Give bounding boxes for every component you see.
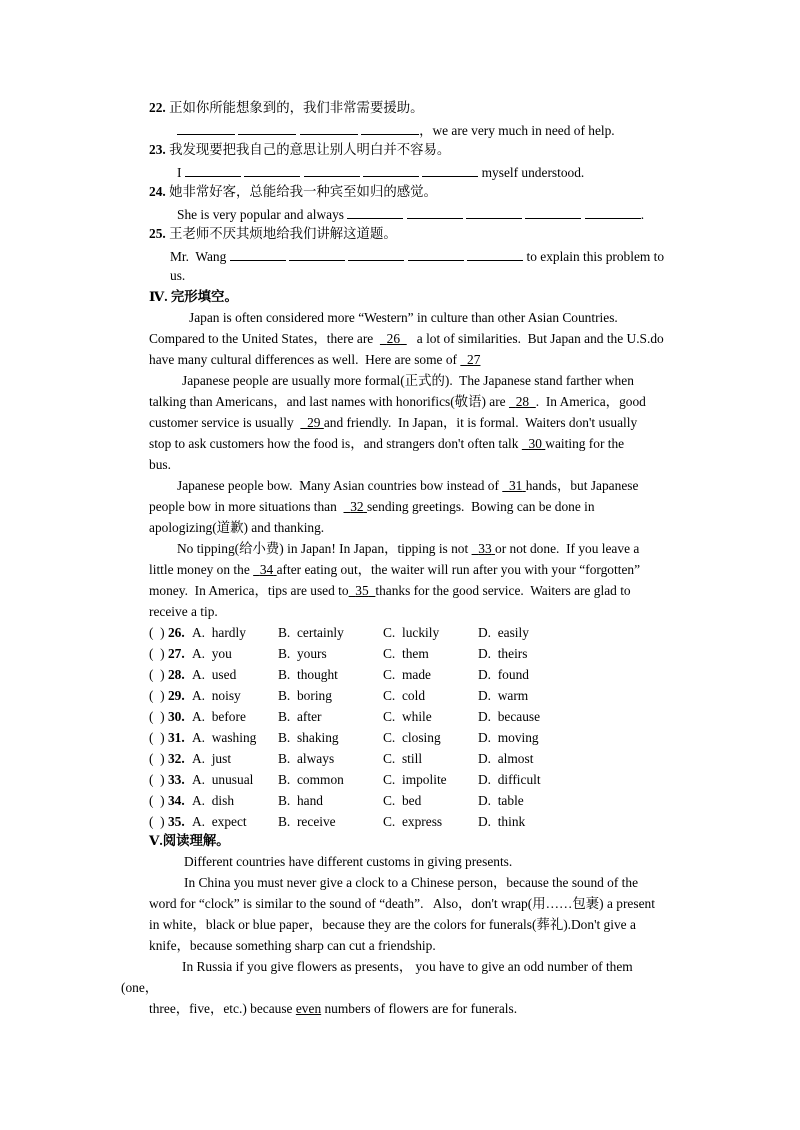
cloze-blank-32[interactable]: 32 xyxy=(350,499,364,514)
option-c[interactable]: C. still xyxy=(383,751,423,766)
answer-head: She is very popular and always xyxy=(177,207,344,222)
option-a[interactable]: A. expect xyxy=(192,814,247,829)
option-c[interactable]: C. closing xyxy=(383,730,441,745)
answer-blank[interactable] xyxy=(244,164,300,177)
option-b[interactable]: B. common xyxy=(278,772,344,787)
option-b[interactable]: B. after xyxy=(278,709,322,724)
answer-line-22 xyxy=(177,122,615,137)
option-number[interactable]: ( ) 28. xyxy=(149,667,185,682)
option-a[interactable]: A. noisy xyxy=(192,688,241,703)
option-b[interactable]: B. always xyxy=(278,751,335,766)
option-b[interactable]: B. certainly xyxy=(278,625,344,640)
question-chinese: 我发现要把我自己的意思让别人明白并不容易。 xyxy=(169,142,451,157)
option-number[interactable]: ( ) 34. xyxy=(149,793,185,808)
cloze-paragraph-line: Japan is often considered more “Western” in culture than other Asian Countries. xyxy=(189,310,618,325)
answer-blank[interactable] xyxy=(289,248,345,261)
reading-line: knife，because something sharp can cut a friendship. xyxy=(149,938,436,953)
option-d[interactable]: D. moving xyxy=(478,730,539,745)
option-d[interactable]: D. theirs xyxy=(478,646,528,661)
cloze-blank-31[interactable]: 31 xyxy=(508,478,523,493)
answer-blank[interactable] xyxy=(347,206,403,219)
answer-tail: to explain this problem to xyxy=(526,249,665,264)
option-a[interactable]: A. before xyxy=(192,709,246,724)
cloze-paragraph-line: Japanese people are usually more formal(正式的). The Japanese stand farther when xyxy=(182,373,634,388)
option-a[interactable]: A. you xyxy=(192,646,232,661)
option-d[interactable]: D. warm xyxy=(478,688,529,703)
option-a[interactable]: A. washing xyxy=(192,730,257,745)
cloze-blank-28[interactable]: 28 xyxy=(515,394,530,409)
option-d[interactable]: D. difficult xyxy=(478,772,541,787)
underlined-word: even xyxy=(295,1001,322,1016)
option-c[interactable]: C. them xyxy=(383,646,429,661)
reading-line: In China you must never give a clock to a Chinese person，because the sound of the xyxy=(184,875,639,890)
option-c[interactable]: C. luckily xyxy=(383,625,440,640)
answer-continuation-25: us. xyxy=(170,268,186,283)
answer-blank[interactable] xyxy=(185,164,241,177)
reading-line: in white，black or blue paper，because they are the colors for funerals(葬礼).Don't give a xyxy=(149,917,636,932)
answer-line-24 xyxy=(177,206,644,221)
cloze-paragraph-line: Compared to the United States，there are 26 a lot of similarities. But Japan and the U.S.do xyxy=(149,331,664,346)
cloze-paragraph-line: No tipping(给小费) in Japan! In Japan，tipping is not 33 or not done. If you leave a xyxy=(177,541,640,556)
option-c[interactable]: C. made xyxy=(383,667,431,682)
answer-tail: ，we are very much in need of help. xyxy=(419,123,615,138)
reading-line: (one， xyxy=(121,980,159,995)
cloze-paragraph-line: have many cultural differences as well. Here are some of 27 xyxy=(149,352,481,367)
answer-blank[interactable] xyxy=(177,122,235,135)
answer-blank[interactable] xyxy=(304,164,360,177)
section-heading-cloze: Ⅳ. 完形填空。 xyxy=(149,289,238,304)
option-b[interactable]: B. receive xyxy=(278,814,336,829)
answer-head: Mr. Wang xyxy=(170,249,227,264)
option-d[interactable]: D. found xyxy=(478,667,529,682)
question-chinese: 她非常好客，总能给我一种宾至如归的感觉。 xyxy=(169,184,437,199)
option-a[interactable]: A. used xyxy=(192,667,237,682)
option-b[interactable]: B. boring xyxy=(278,688,332,703)
answer-head: I xyxy=(177,165,182,180)
option-a[interactable]: A. unusual xyxy=(192,772,254,787)
reading-line: Different countries have different customs in giving presents. xyxy=(184,854,513,869)
answer-blank[interactable] xyxy=(363,164,419,177)
cloze-blank-34[interactable]: 34 xyxy=(259,562,274,577)
option-number[interactable]: ( ) 31. xyxy=(149,730,185,745)
answer-blank[interactable] xyxy=(408,248,464,261)
answer-line-25 xyxy=(170,248,664,263)
option-b[interactable]: B. shaking xyxy=(278,730,339,745)
cloze-blank-33[interactable]: 33 xyxy=(478,541,492,556)
answer-tail: . xyxy=(640,207,645,222)
cloze-paragraph-line: little money on the 34 after eating out，the waiter will run after you with your “forgotten” xyxy=(149,562,641,577)
answer-blank[interactable] xyxy=(585,206,641,219)
question-chinese: 正如你所能想象到的，我们非常需要援助。 xyxy=(169,100,424,115)
option-number[interactable]: ( ) 26. xyxy=(149,625,185,640)
option-c[interactable]: C. impolite xyxy=(383,772,447,787)
option-number[interactable]: ( ) 27. xyxy=(149,646,185,661)
reading-line: word for “clock” is similar to the sound of “death”. Also，don't wrap(用……包裹) a present xyxy=(149,896,655,911)
cloze-paragraph-line: apologizing(道歉) and thanking. xyxy=(149,520,325,535)
answer-blank[interactable] xyxy=(361,122,419,135)
cloze-blank-29[interactable]: 29 xyxy=(307,415,321,430)
option-number[interactable]: ( ) 35. xyxy=(149,814,185,829)
option-b[interactable]: B. thought xyxy=(278,667,338,682)
option-d[interactable]: D. table xyxy=(478,793,524,808)
option-a[interactable]: A. hardly xyxy=(192,625,246,640)
answer-blank[interactable] xyxy=(238,122,296,135)
option-b[interactable]: B. hand xyxy=(278,793,324,808)
option-number[interactable]: ( ) 32. xyxy=(149,751,185,766)
option-a[interactable]: A. dish xyxy=(192,793,235,808)
option-a[interactable]: A. just xyxy=(192,751,232,766)
option-d[interactable]: D. because xyxy=(478,709,541,724)
question-number: 25 xyxy=(149,226,163,241)
option-number[interactable]: ( ) 30. xyxy=(149,709,185,724)
option-c[interactable]: C. while xyxy=(383,709,432,724)
option-number[interactable]: ( ) 29. xyxy=(149,688,185,703)
answer-line-23 xyxy=(177,164,584,179)
question-24: 24. 她非常好客，总能给我一种宾至如归的感觉。 xyxy=(149,184,437,199)
answer-blank[interactable] xyxy=(466,206,522,219)
cloze-paragraph-line: stop to ask customers how the food is，and strangers don't often talk 30 waiting for the xyxy=(149,436,625,451)
cloze-blank-30[interactable]: 30 xyxy=(528,436,542,451)
cloze-blank-26[interactable]: 26 xyxy=(386,331,401,346)
question-number: 24 xyxy=(149,184,163,199)
cloze-paragraph-line: money. In America，tips are used to 35 thanks for the good service. Waiters are glad to xyxy=(149,583,631,598)
answer-blank[interactable] xyxy=(422,164,478,177)
option-number[interactable]: ( ) 33. xyxy=(149,772,185,787)
question-number: 22 xyxy=(149,100,163,115)
cloze-paragraph-line: Japanese people bow. Many Asian countries bow instead of 31 hands，but Japanese xyxy=(177,478,639,493)
cloze-paragraph-line: bus. xyxy=(149,457,171,472)
cloze-blank-35[interactable]: 35 xyxy=(355,583,369,598)
reading-line: three，five，etc.) because even numbers of flowers are for funerals. xyxy=(149,1001,518,1016)
cloze-paragraph-line: receive a tip. xyxy=(149,604,218,619)
answer-blank[interactable] xyxy=(525,206,581,219)
answer-blank[interactable] xyxy=(407,206,463,219)
option-c[interactable]: C. express xyxy=(383,814,443,829)
question-25: 25. 王老师不厌其烦地给我们讲解这道题。 xyxy=(149,226,397,241)
option-d[interactable]: D. think xyxy=(478,814,526,829)
answer-blank[interactable] xyxy=(348,248,404,261)
answer-blank[interactable] xyxy=(467,248,523,261)
cloze-paragraph-line: people bow in more situations than 32 sending greetings. Bowing can be done in xyxy=(149,499,595,514)
cloze-paragraph-line: talking than Americans，and last names with honorifics(敬语) are 28 . In America，good xyxy=(149,394,646,409)
question-23: 23. 我发现要把我自己的意思让别人明白并不容易。 xyxy=(149,142,451,157)
option-d[interactable]: D. easily xyxy=(478,625,529,640)
cloze-paragraph-line: customer service is usually 29 and friendly. In Japan，it is formal. Waiters don't usually xyxy=(149,415,638,430)
question-number: 23 xyxy=(149,142,163,157)
answer-blank[interactable] xyxy=(300,122,358,135)
option-c[interactable]: C. cold xyxy=(383,688,426,703)
cloze-blank-27[interactable]: 27 xyxy=(467,352,481,367)
reading-line: In Russia if you give flowers as presents， you have to give an odd number of them xyxy=(182,959,633,974)
option-b[interactable]: B. yours xyxy=(278,646,327,661)
answer-tail: myself understood. xyxy=(481,165,585,180)
question-chinese: 王老师不厌其烦地给我们讲解这道题。 xyxy=(169,226,397,241)
option-c[interactable]: C. bed xyxy=(383,793,422,808)
section-heading-reading: Ⅴ.阅读理解。 xyxy=(149,833,230,848)
answer-blank[interactable] xyxy=(230,248,286,261)
option-d[interactable]: D. almost xyxy=(478,751,534,766)
question-22: 22. 正如你所能想象到的，我们非常需要援助。 xyxy=(149,100,424,115)
